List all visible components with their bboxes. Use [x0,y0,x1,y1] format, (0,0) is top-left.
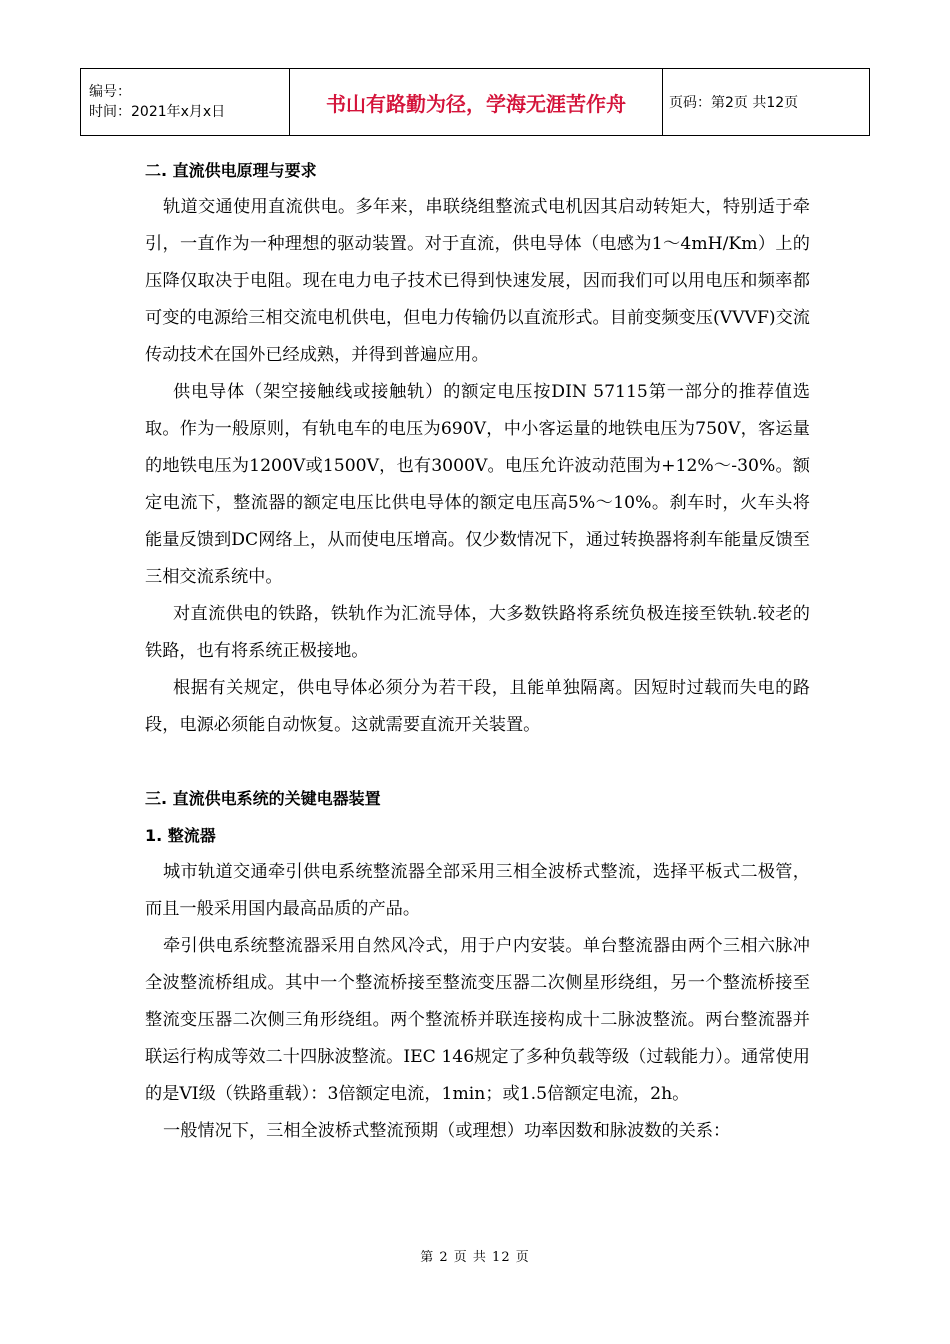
subsection-rectifier-heading: 1. 整流器 [145,826,216,845]
header-motto: 书山有路勤为径，学海无涯苦作舟 [290,69,663,136]
document-body [145,152,810,1150]
section-3-heading: 三. 直流供电系统的关键电器装置 [145,789,381,808]
header-table [80,68,870,136]
section-3-paragraph-1: 城市轨道交通牵引供电系统整流器全部采用三相全波桥式整流，选择平板式二极管，而且一般采用国内最高品质的产品。 [145,862,810,919]
header-left-cell [81,69,290,136]
section-3-paragraph-2: 牵引供电系统整流器采用自然风冷式，用于户内安装。单台整流器由两个三相六脉冲全波整流桥组成。其中一个整流桥接至整流变压器二次侧星形绕组，另一个整流桥接至整流变压器二次侧三角形绕组。两个整流桥并联连接构成十二脉波整流。两台整流器并联运行构成等效二十四脉波整流。IEC 146规定了多种负载等级（过载能力）。通常使用的是VI级（铁路重载）：3倍额定电流，1min；或1.5倍额定电流，2h。 [145,936,810,1104]
section-2-paragraph-2: 供电导体（架空接触线或接触轨）的额定电压按DIN 57115第一部分的推荐值选取。作为一般原则，有轨电车的电压为690V，中小客运量的地铁电压为750V，客运量的地铁电压为1200V或1500V，也有3000V。电压允许波动范围为+12%～-30%。额定电流下，整流器的额定电压比供电导体的额定电压高5%～10%。刹车时，火车头将能量反馈到DC网络上，从而使电压增高。仅少数情况下，通过转换器将刹车能量反馈至三相交流系统中。 [145,382,810,587]
document-number-label: 编号： [89,84,131,100]
section-3-paragraph-3: 一般情况下，三相全波桥式整流预期（或理想）功率因数和脉波数的关系： [163,1121,731,1141]
section-2-paragraph-4: 根据有关规定，供电导体必须分为若干段，且能单独隔离。因短时过载而失电的路段，电源必须能自动恢复。这就需要直流开关装置。 [145,678,810,735]
section-spacer [145,744,810,780]
section-2-heading: 二. 直流供电原理与要求 [145,161,317,180]
page-footer: 第 2 页 共 12 页 [420,1250,530,1265]
document-time-label: 时间：2021年x月x日 [89,104,226,120]
section-2-paragraph-1: 轨道交通使用直流供电。多年来，串联绕组整流式电机因其启动转矩大，特别适于牵引，一直作为一种理想的驱动装置。对于直流，供电导体（电感为1～4mH/Km）上的压降仅取决于电阻。现在电力电子技术已得到快速发展，因而我们可以用电压和频率都可变的电源给三相交流电机供电，但电力传输仍以直流形式。目前变频变压(VVVF)交流传动技术在国外已经成熟，并得到普遍应用。 [145,197,810,365]
section-2-paragraph-3: 对直流供电的铁路，铁轨作为汇流导体，大多数铁路将系统负极连接至铁轨.较老的铁路，也有将系统正极接地。 [145,604,810,661]
header-page-info: 页码：第2页 共12页 [663,69,870,136]
